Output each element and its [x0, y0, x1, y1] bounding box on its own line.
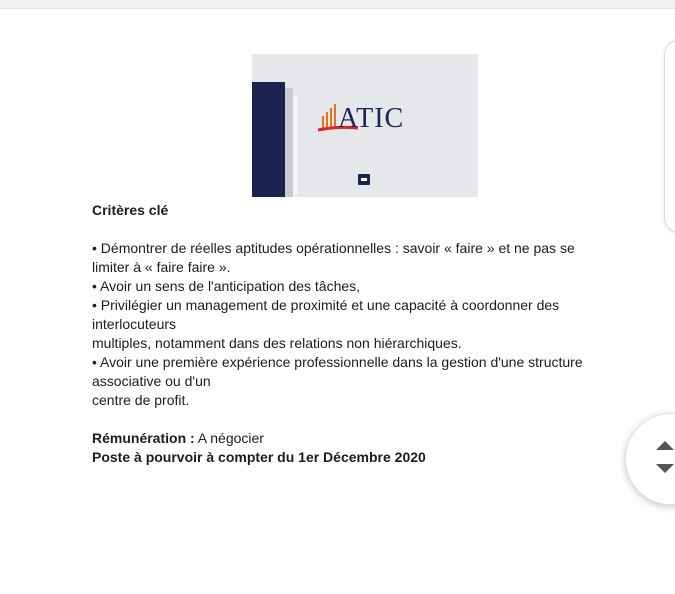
remuneration-label: Rémunération : — [92, 430, 195, 446]
spacer — [92, 410, 652, 429]
criteria-title: Critères clé — [92, 202, 169, 218]
criteria-line: • Avoir une première expérience professionnelle dans la gestion d'une structure — [92, 354, 583, 370]
logo-text: ATIC — [338, 103, 405, 134]
job-description — [92, 201, 652, 467]
small-logo-icon — [358, 174, 370, 185]
chevron-down-icon[interactable] — [656, 464, 674, 473]
job-banner-image — [252, 54, 478, 197]
criteria-line: centre de profit. — [92, 392, 190, 408]
criteria-line: interlocuteurs — [92, 316, 177, 332]
door-edge-graphic — [285, 88, 293, 197]
criteria-line: limiter à « faire faire ». — [92, 259, 231, 275]
side-panel-card[interactable] — [664, 40, 675, 232]
criteria-line: • Démontrer de réelles aptitudes opérationnelles : savoir « faire » et ne pas se — [92, 240, 575, 256]
start-date-line: Poste à pourvoir à compter du 1er Décembre 2020 — [92, 449, 426, 465]
chevron-up-icon[interactable] — [656, 441, 674, 450]
remuneration-line — [92, 429, 652, 448]
door-graphic — [252, 82, 285, 197]
criteria-line: multiples, notamment dans des relations non hiérarchiques. — [92, 335, 462, 351]
atic-logo — [318, 100, 418, 140]
remuneration-value: A négocier — [194, 430, 264, 446]
top-toolbar-strip — [0, 0, 675, 9]
spacer — [92, 220, 652, 239]
criteria-line: associative ou d'un — [92, 373, 211, 389]
criteria-line: • Privilégier un management de proximité et une capacité à coordonner des — [92, 297, 560, 313]
door-edge-highlight — [293, 96, 298, 197]
criteria-line: • Avoir un sens de l'anticipation des tâches, — [92, 278, 361, 294]
